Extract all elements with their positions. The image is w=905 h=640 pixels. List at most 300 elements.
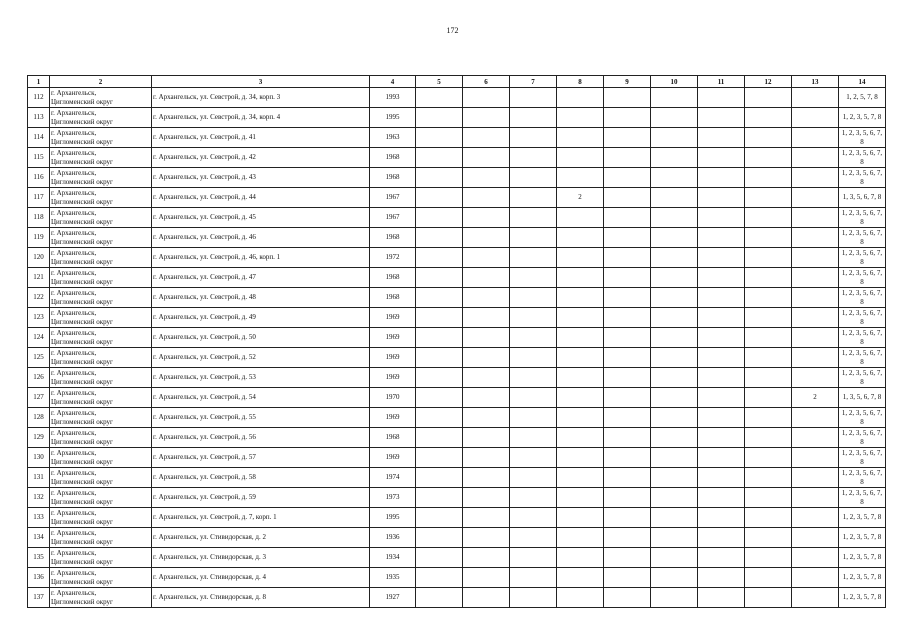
- column-7-cell: [510, 108, 557, 128]
- district-line-1: г. Архангельск,: [51, 249, 97, 257]
- column-11-cell: [698, 108, 745, 128]
- column-12-cell: [745, 268, 792, 288]
- district-line-2: Цигломенский округ: [51, 177, 113, 186]
- column-13-cell: [792, 188, 839, 208]
- column-5-cell: [416, 568, 463, 588]
- column-7-cell: [510, 148, 557, 168]
- district-line-2: Цигломенский округ: [51, 257, 113, 266]
- district-line-2: Цигломенский округ: [51, 217, 113, 226]
- year-cell: 1968: [370, 288, 416, 308]
- year-cell: 1968: [370, 148, 416, 168]
- year-cell: 1995: [370, 508, 416, 528]
- column-13-cell: [792, 548, 839, 568]
- table-row: [28, 368, 886, 388]
- column-13-cell: [792, 268, 839, 288]
- column-5-cell: [416, 488, 463, 508]
- column-5-cell: [416, 168, 463, 188]
- column-14-cell: 1, 2, 3, 5, 7, 8: [839, 108, 886, 128]
- row-number-cell: 128: [28, 408, 50, 428]
- column-12-cell: [745, 508, 792, 528]
- column-8-cell: 2: [557, 188, 604, 208]
- column-13-cell: [792, 468, 839, 488]
- column-7-cell: [510, 508, 557, 528]
- district-line-1: г. Архангельск,: [51, 129, 97, 137]
- district-cell: [50, 348, 152, 368]
- column-6-cell: [463, 568, 510, 588]
- table-row: [28, 248, 886, 268]
- column-14-cell: 1, 2, 3, 5, 6, 7, 8: [839, 428, 886, 448]
- row-number-cell: 115: [28, 148, 50, 168]
- table-row: [28, 568, 886, 588]
- column-6-cell: [463, 308, 510, 328]
- address-cell: г. Архангельск, ул. Севстрой, д. 34, корп. 4: [152, 108, 370, 128]
- column-13-cell: [792, 368, 839, 388]
- column-5-cell: [416, 288, 463, 308]
- address-cell: г. Архангельск, ул. Стивидорская, д. 3: [152, 548, 370, 568]
- column-12-cell: [745, 428, 792, 448]
- column-11-cell: [698, 528, 745, 548]
- column-9-cell: [604, 408, 651, 428]
- column-12-cell: [745, 528, 792, 548]
- year-cell: 1972: [370, 248, 416, 268]
- column-5-cell: [416, 328, 463, 348]
- table-row: [28, 328, 886, 348]
- column-10-cell: [651, 208, 698, 228]
- column-12-cell: [745, 288, 792, 308]
- column-7-cell: [510, 228, 557, 248]
- address-cell: г. Архангельск, ул. Севстрой, д. 46, корп. 1: [152, 248, 370, 268]
- column-6-cell: [463, 128, 510, 148]
- column-9-cell: [604, 128, 651, 148]
- district-line-1: г. Архангельск,: [51, 409, 97, 417]
- district-line-2: Цигломенский округ: [51, 277, 113, 286]
- district-line-2: Цигломенский округ: [51, 517, 113, 526]
- column-14-cell: 1, 2, 3, 5, 6, 7, 8: [839, 408, 886, 428]
- column-5-cell: [416, 148, 463, 168]
- column-8-cell: [557, 488, 604, 508]
- address-cell: г. Архангельск, ул. Севстрой, д. 55: [152, 408, 370, 428]
- district-line-2: Цигломенский округ: [51, 317, 113, 326]
- column-11-cell: [698, 248, 745, 268]
- column-11-cell: [698, 208, 745, 228]
- header-row: [28, 76, 886, 88]
- district-cell: [50, 208, 152, 228]
- row-number-cell: 118: [28, 208, 50, 228]
- column-13-cell: [792, 488, 839, 508]
- district-line-2: Цигломенский округ: [51, 117, 113, 126]
- year-cell: 1970: [370, 388, 416, 408]
- address-cell: г. Архангельск, ул. Стивидорская, д. 4: [152, 568, 370, 588]
- column-6-cell: [463, 508, 510, 528]
- district-line-1: г. Архангельск,: [51, 529, 97, 537]
- column-13-cell: [792, 288, 839, 308]
- column-14-cell: 1, 2, 3, 5, 6, 7, 8: [839, 288, 886, 308]
- column-14-cell: 1, 2, 3, 5, 7, 8: [839, 588, 886, 608]
- column-12-cell: [745, 308, 792, 328]
- column-8-cell: [557, 148, 604, 168]
- year-cell: 1968: [370, 268, 416, 288]
- row-number-cell: 122: [28, 288, 50, 308]
- column-14-cell: 1, 2, 3, 5, 6, 7, 8: [839, 128, 886, 148]
- column-9-cell: [604, 508, 651, 528]
- row-number-cell: 116: [28, 168, 50, 188]
- district-line-1: г. Архангельск,: [51, 209, 97, 217]
- column-header: 1: [28, 76, 50, 88]
- row-number-cell: 127: [28, 388, 50, 408]
- column-9-cell: [604, 328, 651, 348]
- address-cell: г. Архангельск, ул. Севстрой, д. 49: [152, 308, 370, 328]
- column-11-cell: [698, 448, 745, 468]
- column-10-cell: [651, 268, 698, 288]
- column-9-cell: [604, 348, 651, 368]
- address-cell: г. Архангельск, ул. Севстрой, д. 50: [152, 328, 370, 348]
- year-cell: 1969: [370, 348, 416, 368]
- column-5-cell: [416, 448, 463, 468]
- column-10-cell: [651, 228, 698, 248]
- year-cell: 1967: [370, 208, 416, 228]
- address-cell: г. Архангельск, ул. Севстрой, д. 59: [152, 488, 370, 508]
- year-cell: 1973: [370, 488, 416, 508]
- column-header: 11: [698, 76, 745, 88]
- column-5-cell: [416, 548, 463, 568]
- column-8-cell: [557, 388, 604, 408]
- district-cell: [50, 408, 152, 428]
- column-7-cell: [510, 528, 557, 548]
- column-14-cell: 1, 3, 5, 6, 7, 8: [839, 388, 886, 408]
- address-cell: г. Архангельск, ул. Севстрой, д. 46: [152, 228, 370, 248]
- column-10-cell: [651, 168, 698, 188]
- column-10-cell: [651, 568, 698, 588]
- column-7-cell: [510, 448, 557, 468]
- year-cell: 1974: [370, 468, 416, 488]
- column-8-cell: [557, 108, 604, 128]
- column-7-cell: [510, 588, 557, 608]
- column-9-cell: [604, 248, 651, 268]
- table-row: [28, 348, 886, 368]
- district-line-1: г. Архангельск,: [51, 189, 97, 197]
- column-11-cell: [698, 328, 745, 348]
- column-13-cell: [792, 348, 839, 368]
- column-7-cell: [510, 208, 557, 228]
- column-10-cell: [651, 128, 698, 148]
- table-row: [28, 428, 886, 448]
- column-13-cell: [792, 108, 839, 128]
- district-line-1: г. Архангельск,: [51, 509, 97, 517]
- column-7-cell: [510, 168, 557, 188]
- district-line-1: г. Архангельск,: [51, 169, 97, 177]
- row-number-cell: 132: [28, 488, 50, 508]
- column-12-cell: [745, 388, 792, 408]
- district-line-1: г. Архангельск,: [51, 489, 97, 497]
- column-13-cell: [792, 248, 839, 268]
- district-line-1: г. Архангельск,: [51, 469, 97, 477]
- district-line-2: Цигломенский округ: [51, 437, 113, 446]
- year-cell: 1963: [370, 128, 416, 148]
- column-8-cell: [557, 568, 604, 588]
- column-14-cell: 1, 2, 3, 5, 7, 8: [839, 568, 886, 588]
- table-row: [28, 408, 886, 428]
- column-8-cell: [557, 288, 604, 308]
- column-9-cell: [604, 468, 651, 488]
- district-line-2: Цигломенский округ: [51, 357, 113, 366]
- column-10-cell: [651, 368, 698, 388]
- row-number-cell: 117: [28, 188, 50, 208]
- address-cell: г. Архангельск, ул. Севстрой, д. 47: [152, 268, 370, 288]
- column-14-cell: 1, 2, 3, 5, 6, 7, 8: [839, 368, 886, 388]
- column-6-cell: [463, 368, 510, 388]
- column-9-cell: [604, 388, 651, 408]
- column-5-cell: [416, 468, 463, 488]
- column-12-cell: [745, 248, 792, 268]
- district-line-1: г. Архангельск,: [51, 589, 97, 597]
- column-5-cell: [416, 388, 463, 408]
- column-12-cell: [745, 228, 792, 248]
- column-11-cell: [698, 388, 745, 408]
- column-11-cell: [698, 228, 745, 248]
- column-10-cell: [651, 488, 698, 508]
- column-11-cell: [698, 188, 745, 208]
- column-13-cell: [792, 568, 839, 588]
- column-12-cell: [745, 168, 792, 188]
- page-number: 172: [446, 26, 459, 35]
- table-row: [28, 148, 886, 168]
- column-7-cell: [510, 368, 557, 388]
- column-12-cell: [745, 148, 792, 168]
- column-14-cell: 1, 2, 3, 5, 7, 8: [839, 548, 886, 568]
- column-12-cell: [745, 408, 792, 428]
- column-8-cell: [557, 168, 604, 188]
- column-5-cell: [416, 408, 463, 428]
- column-7-cell: [510, 248, 557, 268]
- column-10-cell: [651, 348, 698, 368]
- table-row: [28, 528, 886, 548]
- year-cell: 1969: [370, 328, 416, 348]
- district-line-1: г. Архангельск,: [51, 269, 97, 277]
- district-cell: [50, 228, 152, 248]
- column-10-cell: [651, 428, 698, 448]
- row-number-cell: 113: [28, 108, 50, 128]
- column-8-cell: [557, 548, 604, 568]
- column-8-cell: [557, 88, 604, 108]
- column-12-cell: [745, 488, 792, 508]
- row-number-cell: 124: [28, 328, 50, 348]
- column-5-cell: [416, 428, 463, 448]
- column-13-cell: [792, 308, 839, 328]
- year-cell: 1927: [370, 588, 416, 608]
- row-number-cell: 129: [28, 428, 50, 448]
- district-line-2: Цигломенский округ: [51, 297, 113, 306]
- address-cell: г. Архангельск, ул. Севстрой, д. 7, корп. 1: [152, 508, 370, 528]
- column-6-cell: [463, 88, 510, 108]
- row-number-cell: 112: [28, 88, 50, 108]
- table-body: [28, 88, 886, 608]
- district-line-2: Цигломенский округ: [51, 417, 113, 426]
- column-11-cell: [698, 88, 745, 108]
- column-header: 8: [557, 76, 604, 88]
- column-13-cell: [792, 528, 839, 548]
- column-6-cell: [463, 528, 510, 548]
- column-7-cell: [510, 88, 557, 108]
- district-cell: [50, 528, 152, 548]
- column-6-cell: [463, 348, 510, 368]
- district-line-2: Цигломенский округ: [51, 497, 113, 506]
- column-11-cell: [698, 288, 745, 308]
- column-9-cell: [604, 368, 651, 388]
- district-cell: [50, 248, 152, 268]
- row-number-cell: 121: [28, 268, 50, 288]
- year-cell: 1935: [370, 568, 416, 588]
- column-11-cell: [698, 148, 745, 168]
- table-row: [28, 88, 886, 108]
- district-line-1: г. Архангельск,: [51, 329, 97, 337]
- column-8-cell: [557, 428, 604, 448]
- table-row: [28, 308, 886, 328]
- column-14-cell: 1, 2, 3, 5, 6, 7, 8: [839, 468, 886, 488]
- column-7-cell: [510, 388, 557, 408]
- district-cell: [50, 128, 152, 148]
- district-cell: [50, 148, 152, 168]
- column-6-cell: [463, 488, 510, 508]
- column-14-cell: 1, 2, 3, 5, 7, 8: [839, 528, 886, 548]
- table-row: [28, 548, 886, 568]
- district-cell: [50, 428, 152, 448]
- column-12-cell: [745, 368, 792, 388]
- column-5-cell: [416, 528, 463, 548]
- column-5-cell: [416, 228, 463, 248]
- column-11-cell: [698, 408, 745, 428]
- address-cell: г. Архангельск, ул. Севстрой, д. 43: [152, 168, 370, 188]
- column-7-cell: [510, 268, 557, 288]
- column-12-cell: [745, 188, 792, 208]
- column-9-cell: [604, 428, 651, 448]
- column-11-cell: [698, 568, 745, 588]
- column-7-cell: [510, 308, 557, 328]
- column-10-cell: [651, 528, 698, 548]
- column-9-cell: [604, 108, 651, 128]
- column-9-cell: [604, 448, 651, 468]
- address-cell: г. Архангельск, ул. Севстрой, д. 54: [152, 388, 370, 408]
- column-8-cell: [557, 228, 604, 248]
- district-line-2: Цигломенский округ: [51, 557, 113, 566]
- year-cell: 1995: [370, 108, 416, 128]
- column-8-cell: [557, 348, 604, 368]
- table-row: [28, 388, 886, 408]
- column-5-cell: [416, 88, 463, 108]
- column-6-cell: [463, 448, 510, 468]
- column-11-cell: [698, 268, 745, 288]
- table-row: [28, 168, 886, 188]
- district-line-2: Цигломенский округ: [51, 97, 113, 106]
- column-11-cell: [698, 468, 745, 488]
- column-14-cell: 1, 2, 3, 5, 6, 7, 8: [839, 148, 886, 168]
- year-cell: 1968: [370, 428, 416, 448]
- column-8-cell: [557, 368, 604, 388]
- district-line-2: Цигломенский округ: [51, 397, 113, 406]
- row-number-cell: 133: [28, 508, 50, 528]
- table-row: [28, 588, 886, 608]
- district-cell: [50, 448, 152, 468]
- district-cell: [50, 188, 152, 208]
- column-9-cell: [604, 308, 651, 328]
- column-10-cell: [651, 288, 698, 308]
- column-8-cell: [557, 468, 604, 488]
- year-cell: 1968: [370, 168, 416, 188]
- column-5-cell: [416, 128, 463, 148]
- district-cell: [50, 588, 152, 608]
- district-line-2: Цигломенский округ: [51, 597, 113, 606]
- column-header: 6: [463, 76, 510, 88]
- row-number-cell: 130: [28, 448, 50, 468]
- column-5-cell: [416, 268, 463, 288]
- column-10-cell: [651, 188, 698, 208]
- column-13-cell: [792, 148, 839, 168]
- district-line-2: Цигломенский округ: [51, 137, 113, 146]
- address-cell: г. Архангельск, ул. Севстрой, д. 41: [152, 128, 370, 148]
- column-7-cell: [510, 348, 557, 368]
- row-number-cell: 134: [28, 528, 50, 548]
- address-cell: г. Архангельск, ул. Севстрой, д. 52: [152, 348, 370, 368]
- column-9-cell: [604, 488, 651, 508]
- year-cell: 1934: [370, 548, 416, 568]
- column-9-cell: [604, 148, 651, 168]
- column-10-cell: [651, 328, 698, 348]
- column-9-cell: [604, 88, 651, 108]
- column-11-cell: [698, 488, 745, 508]
- table-row: [28, 228, 886, 248]
- column-5-cell: [416, 508, 463, 528]
- column-header: 2: [50, 76, 152, 88]
- column-10-cell: [651, 308, 698, 328]
- row-number-cell: 120: [28, 248, 50, 268]
- district-line-1: г. Архангельск,: [51, 549, 97, 557]
- column-9-cell: [604, 188, 651, 208]
- address-cell: г. Архангельск, ул. Севстрой, д. 45: [152, 208, 370, 228]
- district-line-2: Цигломенский округ: [51, 457, 113, 466]
- column-10-cell: [651, 408, 698, 428]
- column-8-cell: [557, 508, 604, 528]
- district-line-1: г. Архангельск,: [51, 349, 97, 357]
- column-12-cell: [745, 108, 792, 128]
- column-6-cell: [463, 468, 510, 488]
- column-9-cell: [604, 568, 651, 588]
- column-8-cell: [557, 328, 604, 348]
- column-10-cell: [651, 448, 698, 468]
- column-12-cell: [745, 448, 792, 468]
- column-6-cell: [463, 288, 510, 308]
- column-13-cell: [792, 88, 839, 108]
- column-13-cell: [792, 508, 839, 528]
- column-6-cell: [463, 408, 510, 428]
- district-line-2: Цигломенский округ: [51, 537, 113, 546]
- column-10-cell: [651, 88, 698, 108]
- column-14-cell: 1, 2, 3, 5, 6, 7, 8: [839, 268, 886, 288]
- column-7-cell: [510, 288, 557, 308]
- column-5-cell: [416, 108, 463, 128]
- column-13-cell: [792, 588, 839, 608]
- district-line-2: Цигломенский округ: [51, 157, 113, 166]
- year-cell: 1969: [370, 408, 416, 428]
- column-14-cell: 1, 2, 3, 5, 6, 7, 8: [839, 248, 886, 268]
- column-9-cell: [604, 268, 651, 288]
- column-12-cell: [745, 348, 792, 368]
- year-cell: 1967: [370, 188, 416, 208]
- column-5-cell: [416, 348, 463, 368]
- column-8-cell: [557, 128, 604, 148]
- column-5-cell: [416, 208, 463, 228]
- table-row: [28, 448, 886, 468]
- column-8-cell: [557, 208, 604, 228]
- column-7-cell: [510, 328, 557, 348]
